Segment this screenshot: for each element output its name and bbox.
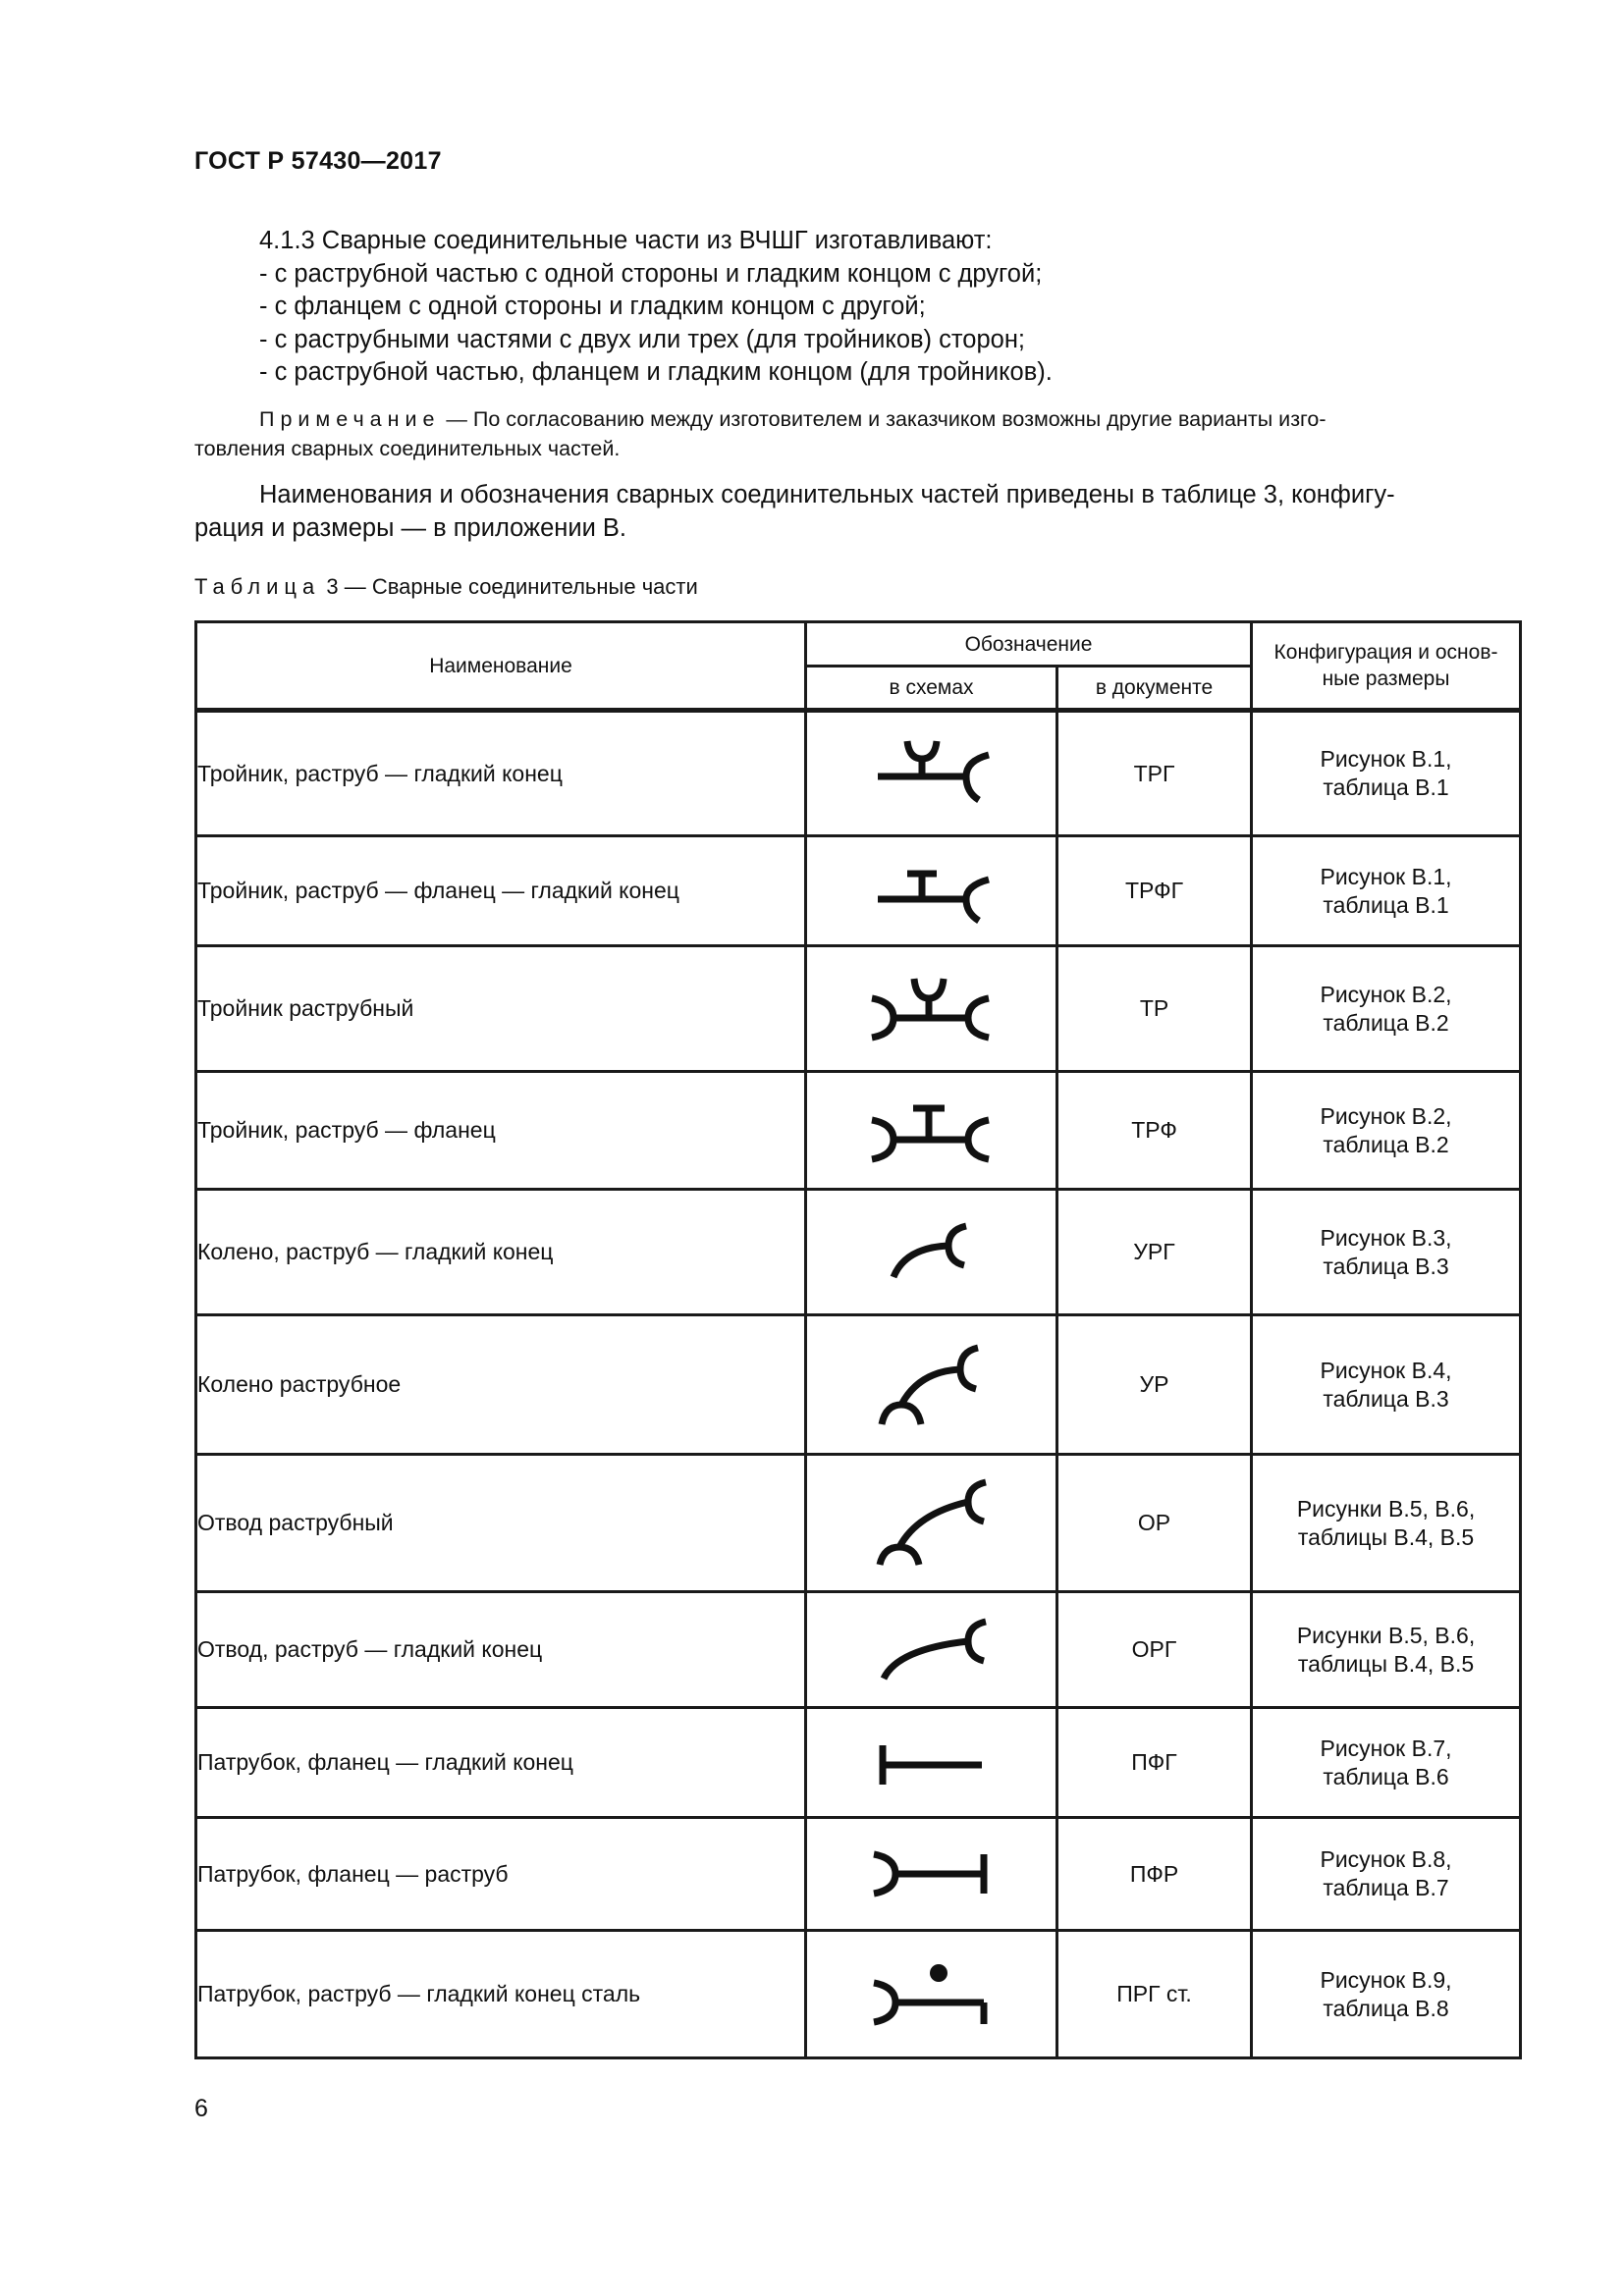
row-doc: ПФГ [1057,1708,1252,1818]
row-name: Тройник, раструб — гладкий конец [196,711,806,836]
document-header: ГОСТ Р 57430—2017 [194,147,442,175]
row-config-line2: таблица В.7 [1323,1875,1449,1900]
table-caption-text: 3 — Сварные соединительные части [320,574,698,599]
table-row [196,1708,1521,1818]
table-row [196,946,1521,1072]
tee-socket-flange-symbol [858,1087,1005,1175]
table-row [196,711,1521,836]
row-config [1252,946,1521,1072]
row-config [1252,1315,1521,1455]
row-config-line2: таблица В.8 [1323,1995,1449,2021]
table-row [196,836,1521,946]
list-item: - с раструбной частью с одной стороны и гладким концом с другой; [259,259,1043,288]
row-name: Отвод раструбный [196,1455,806,1592]
list-item: - с раструбной частью, фланцем и гладким концом (для тройников). [259,358,1053,386]
elbow-socket-spigot-symbol [858,1208,1005,1297]
row-config [1252,1708,1521,1818]
row-name: Патрубок, раструб — гладкий конец сталь [196,1931,806,2058]
note-text-line2: товления сварных соединительных частей. [194,437,621,460]
paragraph-names [194,479,1518,545]
elbow-double-socket-symbol [858,1336,1005,1434]
list-item: - с фланцем с одной стороны и гладким концом с другой; [259,293,926,320]
row-config [1252,1455,1521,1592]
header-designation: Обозначение [806,622,1252,667]
row-name: Тройник, раструб — фланец [196,1072,806,1190]
table-row [196,1072,1521,1190]
row-config-line1: Рисунок В.8, [1320,1846,1452,1872]
row-doc: ТРГ [1057,711,1252,836]
row-symbol [806,1315,1057,1455]
tee-socket-spigot-symbol [858,729,1005,818]
row-doc: ТР [1057,946,1252,1072]
row-config-line1: Рисунки В.5, В.6, [1296,1622,1476,1648]
row-config [1252,711,1521,836]
row-config [1252,1072,1521,1190]
table-row [196,1455,1521,1592]
row-config-line2: таблица В.3 [1323,1385,1449,1412]
row-name: Отвод, раструб — гладкий конец [196,1592,806,1708]
row-config-line2: таблица В.1 [1323,774,1449,800]
row-name: Патрубок, фланец — гладкий конец [196,1708,806,1818]
row-config [1252,1190,1521,1315]
row-config-line1: Рисунок В.7, [1320,1735,1452,1761]
row-config-line1: Рисунок В.4, [1320,1357,1452,1383]
table-row [196,1818,1521,1931]
header-config [1252,622,1521,711]
row-name: Колено, раструб — гладкий конец [196,1190,806,1315]
paragraph-line1: Наименования и обозначения сварных соединительных частей приведены в таблице 3, конфигу- [259,481,1395,508]
table-row [196,1931,1521,2058]
pipe-flange-socket-symbol [858,1835,1005,1913]
note-label: Примечание [259,407,441,431]
row-doc: ТРФГ [1057,836,1252,946]
row-config-line1: Рисунок В.2, [1320,981,1452,1007]
row-config-line1: Рисунки В.5, В.6, [1296,1495,1476,1522]
row-config-line2: таблицы В.4, В.5 [1297,1650,1475,1677]
row-symbol [806,1072,1057,1190]
table-row [196,1190,1521,1315]
row-doc: УР [1057,1315,1252,1455]
row-symbol [806,946,1057,1072]
row-config-line2: таблица В.2 [1323,1009,1449,1036]
row-config-line1: Рисунок В.2, [1320,1102,1452,1129]
row-config-line1: Рисунок В.9, [1320,1966,1452,1993]
row-symbol [806,1455,1057,1592]
row-name: Тройник раструбный [196,946,806,1072]
row-config [1252,1592,1521,1708]
section-4-1-3 [194,225,1518,390]
row-symbol [806,1190,1057,1315]
row-doc: ПФР [1057,1818,1252,1931]
row-symbol [806,1818,1057,1931]
row-symbol [806,1708,1057,1818]
row-doc: ОР [1057,1455,1252,1592]
table-row [196,1592,1521,1708]
section-intro: 4.1.3 Сварные соединительные части из ВЧШГ изготавливают: [259,227,993,254]
row-config-line1: Рисунок В.1, [1320,746,1452,772]
row-name: Тройник, раструб — фланец — гладкий конец [196,836,806,946]
table-caption [194,574,698,600]
pipe-flange-spigot-symbol [858,1724,1005,1802]
list-item: - с раструбными частями с двух или трех (для тройников) сторон; [259,325,1025,353]
bend-socket-spigot-symbol [858,1606,1005,1694]
row-name: Колено раструбное [196,1315,806,1455]
tee-socket-flange-spigot-symbol [858,852,1005,931]
header-name: Наименование [196,622,806,711]
row-symbol [806,1592,1057,1708]
row-doc: ТРФ [1057,1072,1252,1190]
header-in-schemes: в схемах [806,667,1057,711]
row-doc: УРГ [1057,1190,1252,1315]
row-config-line2: таблица В.1 [1323,891,1449,918]
row-config [1252,1818,1521,1931]
note-block [194,404,1518,463]
row-config-line2: таблица В.3 [1323,1253,1449,1279]
row-name: Патрубок, фланец — раструб [196,1818,806,1931]
row-config-line2: таблица В.2 [1323,1131,1449,1157]
table-row [196,1315,1521,1455]
header-config-line1: Конфигурация и основ- [1273,641,1498,664]
tee-all-socket-symbol [858,965,1005,1053]
row-config-line2: таблица В.6 [1323,1763,1449,1789]
bend-double-socket-symbol [858,1474,1005,1573]
row-config-line1: Рисунок В.3, [1320,1224,1452,1251]
table-caption-label: Таблица [194,574,321,599]
row-symbol [806,836,1057,946]
note-text-line1: — По согласованию между изготовителем и заказчиком возможны другие варианты изго- [440,407,1326,431]
row-doc: ОРГ [1057,1592,1252,1708]
row-config [1252,836,1521,946]
row-symbol [806,711,1057,836]
row-config-line1: Рисунок В.1, [1320,863,1452,889]
pipe-socket-spigot-steel-symbol [858,1946,1005,2044]
paragraph-line2: рация и размеры — в приложении В. [194,513,627,542]
header-config-line2: ные размеры [1322,667,1450,690]
header-in-document: в документе [1057,667,1252,711]
page-number: 6 [194,2095,208,2122]
fittings-table [194,620,1522,2059]
row-config-line2: таблицы В.4, В.5 [1297,1523,1475,1550]
row-symbol [806,1931,1057,2058]
row-config [1252,1931,1521,2058]
row-doc: ПРГ ст. [1057,1931,1252,2058]
